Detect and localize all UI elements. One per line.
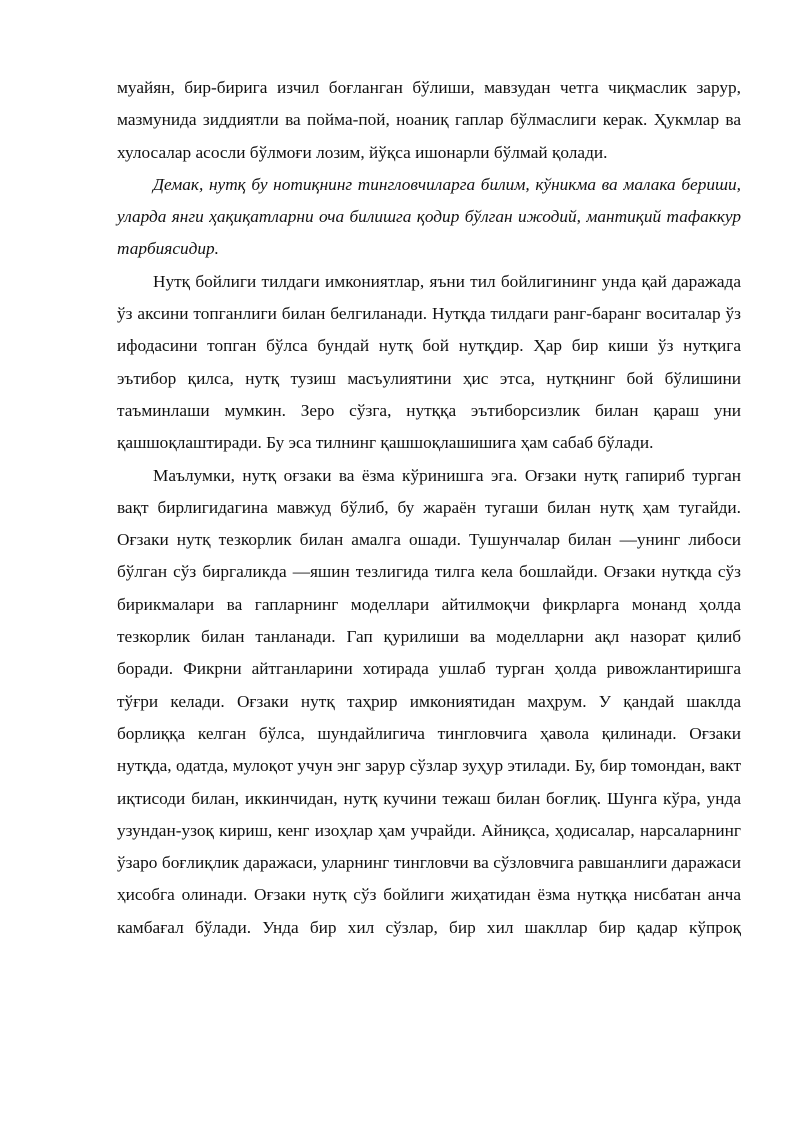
paragraph-3: Нутқ бойлиги тилдаги имкониятлар, яъни тил бойлигининг унда қай даражада ўз аксини топганлиги билан белгиланади. Нутқда тилдаги ранг-баранг воситалар ўз ифодасини топган бўлса бундай нутқ бой нутқдир. Ҳар бир киши ўз нутқига эътибор қилса, нутқ тузиш масъулиятини ҳис этса, нутқнинг бой бўлишини таъминлаши мумкин. Зеро сўзга, нутққа эътиборсизлик билан қараш уни қашшоқлаштиради. Бу эса тилнинг қашшоқлашишига ҳам сабаб бўлади. bbox=[117, 271, 741, 453]
paragraph-2-conclusion: Демак, нутқ бу нотиқнинг тингловчиларга билим, кўникма ва малака бериши, уларда янги ҳақиқатларни оча билишга қодир бўлган ижодий, мантиқий тафаккур тарбиясидир. bbox=[117, 174, 741, 259]
paragraph-4: Маълумки, нутқ оғзаки ва ёзма кўринишга эга. Оғзаки нутқ гапириб турган вақт бирлигидагина мавжуд бўлиб, бу жараён тугаши билан нутқ ҳам тугайди. Оғзаки нутқ тезкорлик билан амалга ошади. Тушунчалар билан —унинг либоси бўлган сўз биргаликда —яшин тезлигида тилга кела бошлайди. Оғзаки нутқда сўз бирикмалари ва гапларнинг моделлари айтилмоқчи фикрларга монанд ҳолда тезкорлик билан танланади. Гап қурилиши ва моделларни ақл назорат қилиб боради. Фикрни айтганларини хотирада ушлаб турган ҳолда ривожлантиришга тўғри келади. Оғзаки нутқ таҳрир имкониятидан маҳрум. У қандай шаклда борлиққа келган бўлса, шундайлигича тингловчига ҳавола қилинади. Оғзаки нутқда, одатда, мулоқот учун энг зарур сўзлар зуҳур этилади. Бу, бир томондан, вакт иқтисоди билан, иккинчидан, нутқ кучини тежаш билан боғлиқ. Шунга кўра, унда узундан-узоқ кириш, кенг изоҳлар ҳам учрайди. Айниқса, ҳодисалар, нарсаларнинг ўзаро боғлиқлик даражаси, уларнинг тингловчи ва сўзловчига равшанлиги даражаси ҳисобга олинади. Оғзаки нутқ сўз бойлиги жиҳатидан ёзма нутққа нисбатан анча камбағал бўлади. Унда бир хил сўзлар, бир хил шакллар бир қадар кўпроқ bbox=[117, 465, 741, 937]
paragraph-1: муайян, бир-бирига изчил боғланган бўлиши, мавзудан четга чиқмаслик зарур, мазмунида зиддиятли ва пойма-пой, ноаниқ гаплар бўлмаслиги керак. Ҳукмлар ва хулосалар асосли бўлмоғи лозим, йўқса ишонарли бўлмай қолади. bbox=[117, 78, 741, 162]
document-page bbox=[117, 72, 741, 944]
